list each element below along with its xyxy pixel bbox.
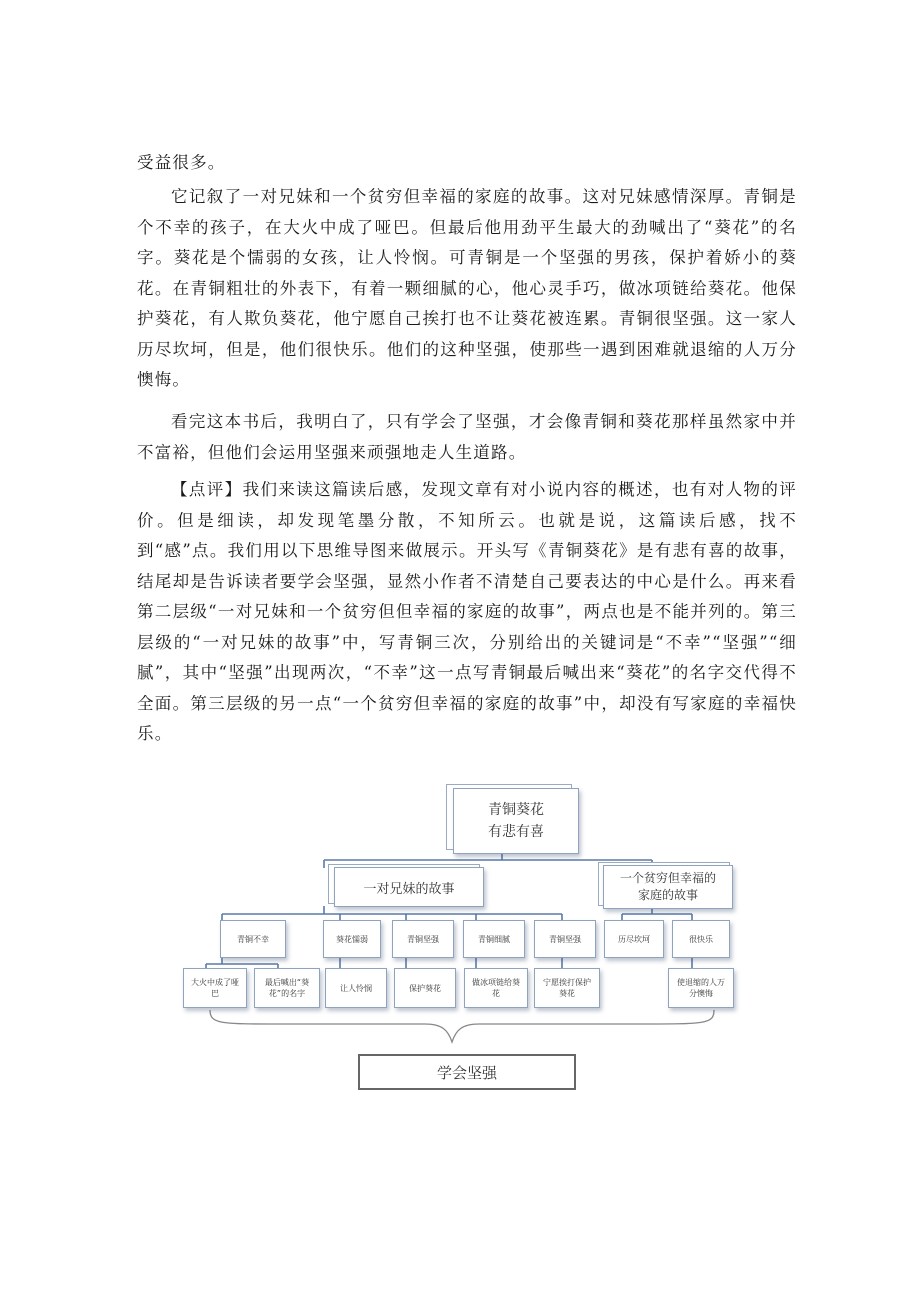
mind-map-diagram <box>170 774 745 1094</box>
paragraph-commentary: 【点评】我们来读这篇读后感，发现文章有对小说内容的概述，也有对人物的评价。但是细读，却发现笔墨分散，不知所云。也就是说，这篇读后感，找不到“感”点。我们用以下思维导图来做展示。开头写《青铜葵花》是有悲有喜的故事，结尾却是告诉读者要学会坚强，显然小作者不清楚自己要表达的中心是什么。再来看第二层级“一对兄妹和一个贫穷但但幸福的家庭的故事”，两点也是不能并列的。第三层级的“一对兄妹的故事”中，写青铜三次，分别给出的关键词是“不幸”“坚强”“细腻”，其中“坚强”出现两次，“不幸”这一点写青铜最后喊出来“葵花”的名字交代得不全面。第三层级的另一点“一个贫穷但幸福的家庭的故事”中，却没有写家庭的幸福快乐。 <box>137 480 797 743</box>
level3-node-4: 青铜细腻 <box>463 920 525 958</box>
paragraph-continuation: 受益很多。 <box>137 153 226 172</box>
level4-node-5: 做冰项链给葵花 <box>464 968 528 1008</box>
level3-node-2: 葵花懦弱 <box>323 920 381 958</box>
root-node-title: 青铜葵花 <box>488 802 544 818</box>
level4-node-1: 大火中成了哑巴 <box>183 968 247 1008</box>
level4-node-3: 让人怜悯 <box>325 968 387 1008</box>
level2-right-line2: 家庭的故事 <box>637 888 698 902</box>
level2-right-line1: 一个贫穷但幸福的 <box>619 871 716 885</box>
level3-node-5: 青铜坚强 <box>534 920 596 958</box>
curly-brace <box>210 1010 714 1042</box>
level4-node-6: 宁愿挨打保护葵花 <box>534 968 600 1008</box>
level3-node-3: 青铜坚强 <box>392 920 454 958</box>
level2-right-node <box>603 865 733 909</box>
root-node-subtitle: 有悲有喜 <box>488 824 544 840</box>
paragraph-reflection: 看完这本书后，我明白了，只有学会了坚强，才会像青铜和葵花那样虽然家中并不富裕，但他们会运用坚强来顽强地走人生道路。 <box>137 412 797 462</box>
root-node <box>453 788 579 854</box>
paragraph-story-summary: 它记叙了一对兄妹和一个贫穷但幸福的家庭的故事。这对兄妹感情深厚。青铜是个不幸的孩子，在大火中成了哑巴。但最后他用劲平生最大的劲喊出了“葵花”的名字。葵花是个懦弱的女孩，让人怜悯。可青铜是一个坚强的男孩，保护着娇小的葵花。在青铜粗壮的外表下，有着一颗细腻的心，他心灵手巧，做冰项链给葵花。他保护葵花，有人欺负葵花，他宁愿自己挨打也不让葵花被连累。青铜很坚强。这一家人历尽坎坷，但是，他们很快乐。他们的这种坚强，使那些一遇到困难就退缩的人万分懊悔。 <box>137 187 797 389</box>
level4-node-2: 最后喊出“葵花”的名字 <box>254 968 320 1008</box>
level2-left-node: 一对兄妹的故事 <box>334 867 484 907</box>
level3-node-1: 青铜不幸 <box>220 920 286 958</box>
level3-node-7: 很快乐 <box>672 920 730 958</box>
level4-node-4: 保护葵花 <box>394 968 456 1008</box>
level3-node-6: 历尽坎坷 <box>604 920 664 958</box>
level4-node-7: 使退缩的人万分懊悔 <box>668 968 734 1008</box>
conclusion-node: 学会坚强 <box>358 1054 576 1090</box>
